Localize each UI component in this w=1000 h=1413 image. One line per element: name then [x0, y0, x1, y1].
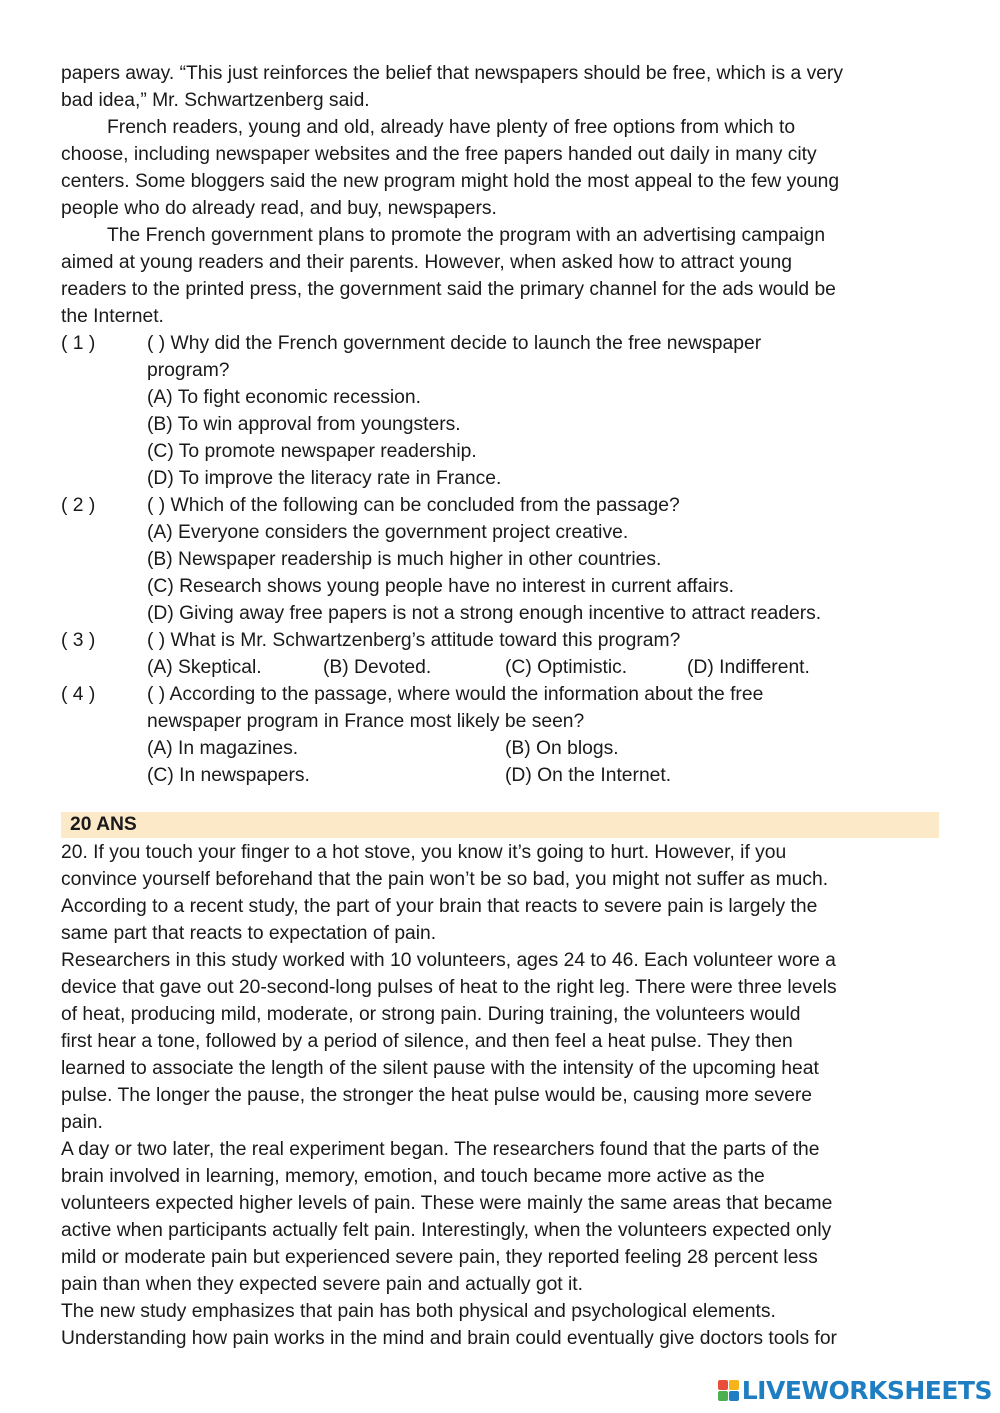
paragraph-line: aimed at young readers and their parents. However, when asked how to attract young	[61, 252, 792, 273]
option-a: (A) To fight economic recession.	[147, 387, 421, 408]
question-stem[interactable]: ( ) According to the passage, where would the information about the free	[147, 684, 764, 705]
question-number: ( 3 )	[61, 630, 96, 651]
question-stem: newspaper program in France most likely be seen?	[147, 711, 585, 732]
logo-square	[729, 1380, 739, 1390]
option-c: (C) Optimistic.	[505, 657, 628, 678]
passage-line: The new study emphasizes that pain has both physical and psychological elements.	[61, 1301, 776, 1322]
question-stem[interactable]: ( ) Why did the French government decide to launch the free newspaper	[147, 333, 762, 354]
option-d: (D) To improve the literacy rate in France.	[147, 468, 502, 489]
option-b: (B) To win approval from youngsters.	[147, 414, 461, 435]
passage-line: active when participants actually felt pain. Interestingly, when the volunteers expected only	[61, 1220, 832, 1241]
passage-line: 20. If you touch your finger to a hot stove, you know it’s going to hurt. However, if you	[61, 842, 787, 863]
paragraph-line: the Internet.	[61, 306, 164, 327]
option-a: (A) In magazines.	[147, 738, 299, 759]
option-d: (D) Giving away free papers is not a strong enough incentive to attract readers.	[147, 603, 822, 624]
section-header-label: 20 ANS	[70, 814, 137, 835]
question-number: ( 4 )	[61, 684, 96, 705]
option-c: (C) Research shows young people have no interest in current affairs.	[147, 576, 734, 597]
passage-line: A day or two later, the real experiment began. The researchers found that the parts of the	[61, 1139, 820, 1160]
option-c: (C) To promote newspaper readership.	[147, 441, 477, 462]
option-b: (B) Newspaper readership is much higher in other countries.	[147, 549, 662, 570]
option-c: (C) In newspapers.	[147, 765, 310, 786]
paragraph-line: centers. Some bloggers said the new program might hold the most appeal to the few young	[61, 171, 840, 192]
passage-line: first hear a tone, followed by a period of silence, and then feel a heat pulse. They then	[61, 1031, 793, 1052]
passage-line: device that gave out 20-second-long pulses of heat to the right leg. There were three levels	[61, 977, 837, 998]
paragraph-line: choose, including newspaper websites and the free papers handed out daily in many city	[61, 144, 817, 165]
intro-line: bad idea,” Mr. Schwartzenberg said.	[61, 90, 370, 111]
section-header	[61, 812, 939, 838]
question-stem: program?	[147, 360, 230, 381]
option-a: (A) Skeptical.	[147, 657, 262, 678]
liveworksheets-logo	[718, 1375, 992, 1405]
question-number: ( 1 )	[61, 333, 96, 354]
logo-square	[718, 1391, 728, 1401]
paragraph-line: readers to the printed press, the government said the primary channel for the ads would be	[61, 279, 836, 300]
option-b: (B) Devoted.	[323, 657, 432, 678]
intro-line: papers away. “This just reinforces the belief that newspapers should be free, which is a very	[61, 63, 843, 84]
passage-line: pain.	[61, 1112, 103, 1133]
logo-square	[718, 1380, 728, 1390]
passage-line: convince yourself beforehand that the pain won’t be so bad, you might not suffer as much.	[61, 869, 829, 890]
logo-mark-icon	[718, 1380, 739, 1401]
logo-square	[729, 1391, 739, 1401]
paragraph-line: French readers, young and old, already have plenty of free options from which to	[107, 117, 796, 138]
passage-line: learned to associate the length of the silent pause with the intensity of the upcoming heat	[61, 1058, 819, 1079]
passage-line: pulse. The longer the pause, the stronger the heat pulse would be, causing more severe	[61, 1085, 813, 1106]
question-number: ( 2 )	[61, 495, 96, 516]
option-d: (D) On the Internet.	[505, 765, 672, 786]
question-stem[interactable]: ( ) Which of the following can be concluded from the passage?	[147, 495, 680, 516]
option-b: (B) On blogs.	[505, 738, 619, 759]
passage-line: same part that reacts to expectation of pain.	[61, 923, 437, 944]
passage-line: mild or moderate pain but experienced severe pain, they reported feeling 28 percent less	[61, 1247, 818, 1268]
question-stem[interactable]: ( ) What is Mr. Schwartzenberg’s attitude toward this program?	[147, 630, 681, 651]
passage-line: brain involved in learning, memory, emotion, and touch became more active as the	[61, 1166, 765, 1187]
passage-line: volunteers expected higher levels of pain. These were mainly the same areas that became	[61, 1193, 833, 1214]
option-d: (D) Indifferent.	[687, 657, 810, 678]
paragraph-line: The French government plans to promote the program with an advertising campaign	[107, 225, 826, 246]
logo-text: LIVEWORKSHEETS	[741, 1375, 992, 1405]
paragraph-line: people who do already read, and buy, newspapers.	[61, 198, 497, 219]
passage-line: of heat, producing mild, moderate, or strong pain. During training, the volunteers would	[61, 1004, 801, 1025]
passage-line: According to a recent study, the part of your brain that reacts to severe pain is largely the	[61, 896, 818, 917]
passage-line: pain than when they expected severe pain and actually got it.	[61, 1274, 584, 1295]
passage-line: Understanding how pain works in the mind and brain could eventually give doctors tools for	[61, 1328, 837, 1349]
option-a: (A) Everyone considers the government project creative.	[147, 522, 629, 543]
passage-line: Researchers in this study worked with 10 volunteers, ages 24 to 46. Each volunteer wore a	[61, 950, 836, 971]
